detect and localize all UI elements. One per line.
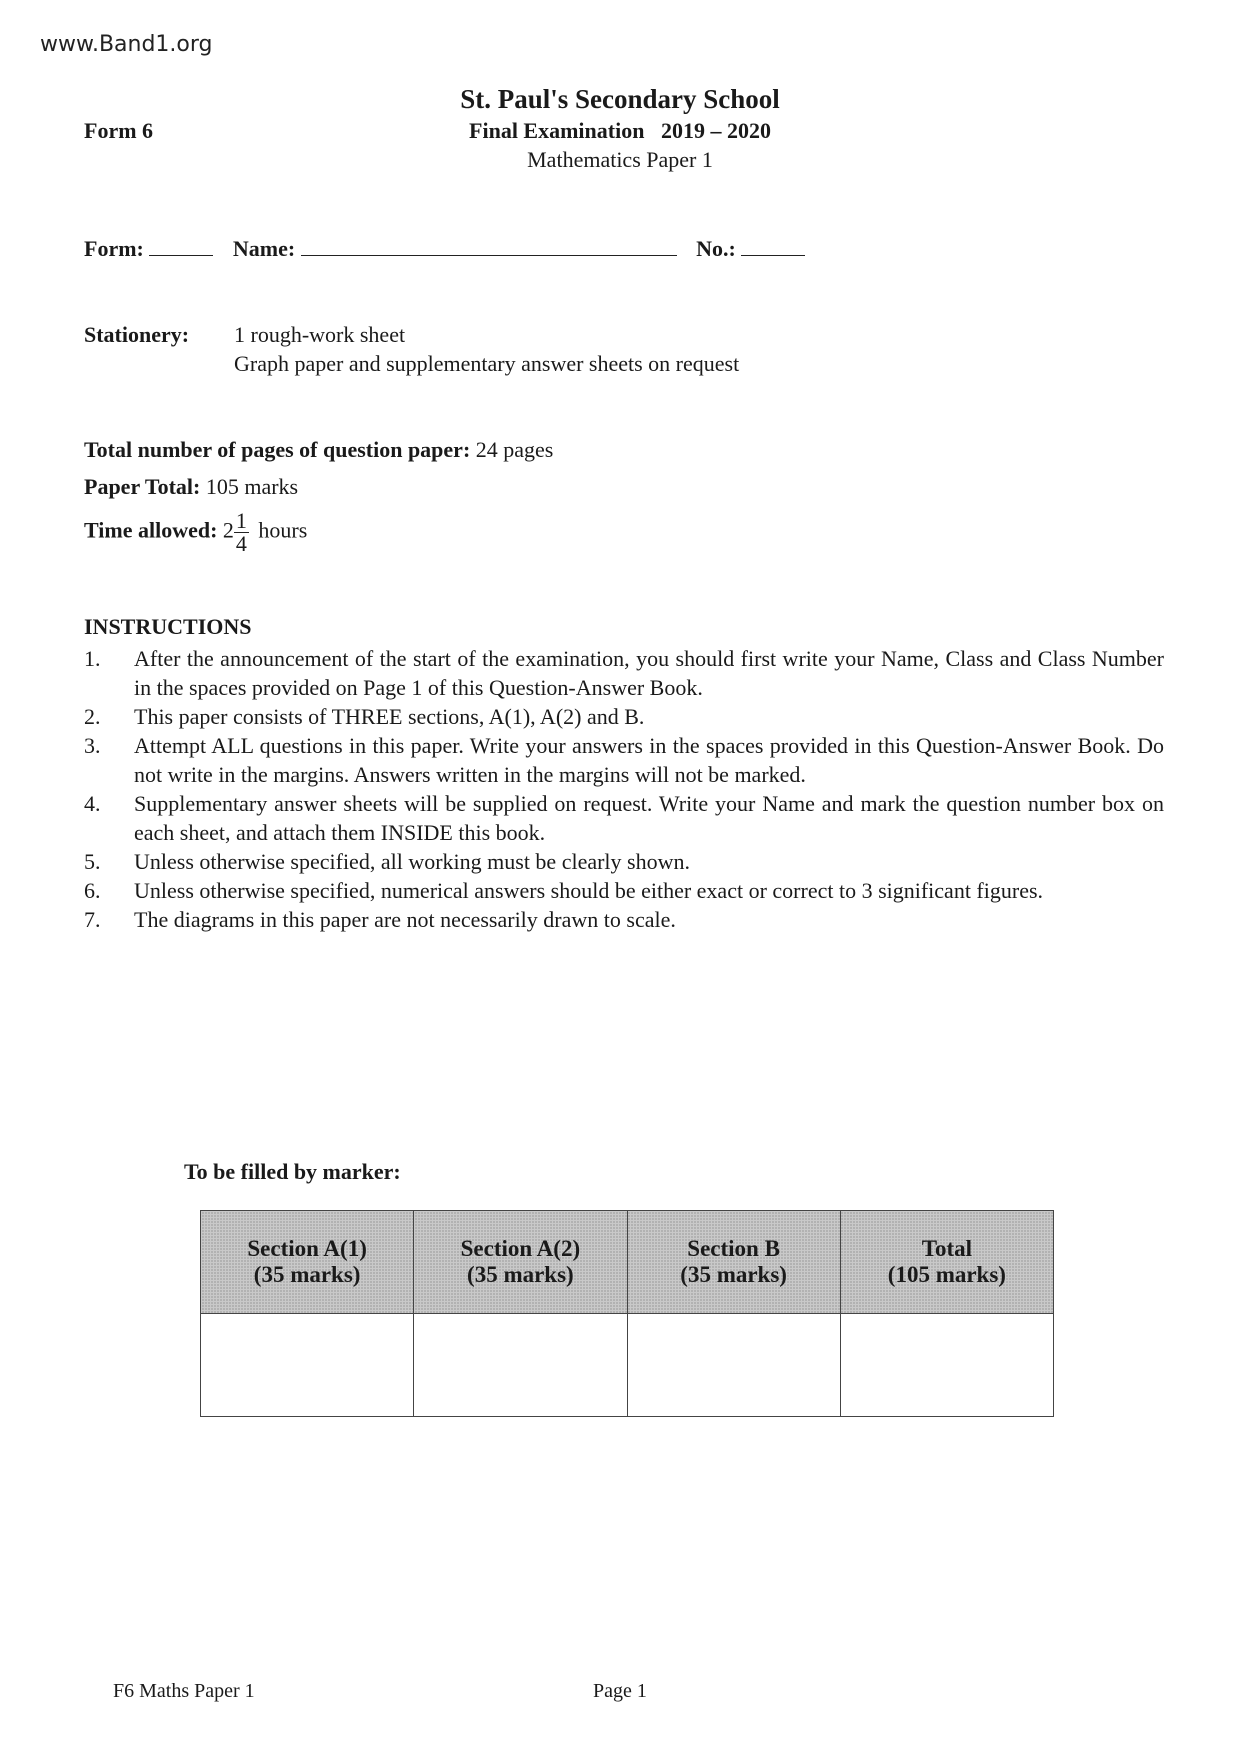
column-marks: (35 marks) — [253, 1262, 361, 1287]
fraction-numerator: 1 — [235, 508, 247, 533]
marker-column-header — [627, 1211, 840, 1314]
instruction-item — [84, 905, 1164, 934]
watermark: www.Band1.org — [40, 32, 213, 57]
page-number: Page 1 — [593, 1680, 647, 1702]
marker-column-header — [840, 1211, 1053, 1314]
marker-score-cell[interactable] — [414, 1314, 627, 1417]
column-marks: (35 marks) — [467, 1262, 574, 1287]
instruction-item — [84, 644, 1164, 702]
time-unit: hours — [258, 517, 308, 543]
marker-column-header — [414, 1211, 627, 1314]
student-fields — [84, 235, 805, 262]
stationery-label: Stationery: — [84, 322, 190, 347]
column-marks: (105 marks) — [887, 1262, 1006, 1287]
instruction-item — [84, 731, 1164, 789]
no-field[interactable] — [741, 235, 805, 256]
instruction-number: 5. — [84, 849, 101, 874]
instruction-number: 2. — [84, 704, 101, 729]
stationery-item: Graph paper and supplementary answer sheets on request — [234, 351, 740, 376]
instruction-text: Attempt ALL questions in this paper. Write your answers in the spaces provided in this Question-Answer Book. Do not write in the margins. Answers written in the margins will not be marked. — [134, 733, 1164, 787]
marker-column-header — [201, 1211, 414, 1314]
total-label: Paper Total: — [84, 474, 201, 499]
instruction-item — [84, 789, 1164, 847]
stationery-item: 1 rough-work sheet — [234, 322, 406, 347]
instruction-number: 4. — [84, 791, 101, 816]
column-title: Section A(2) — [460, 1236, 581, 1261]
no-label: No.: — [696, 236, 736, 261]
instruction-text: After the announcement of the start of the examination, you should first write your Name, Class and Class Number in the spaces provided on Page 1 of this Question-Answer Book. — [134, 646, 1164, 700]
instruction-text: Supplementary answer sheets will be supplied on request. Write your Name and mark the question number box on each sheet, and attach them INSIDE this book. — [134, 791, 1164, 845]
column-title: Section B — [687, 1236, 780, 1261]
instruction-number: 1. — [84, 646, 101, 671]
instruction-text: Unless otherwise specified, all working must be clearly shown. — [134, 849, 690, 874]
time-info — [84, 510, 307, 555]
instruction-text: The diagrams in this paper are not necessarily drawn to scale. — [134, 907, 676, 932]
pages-label: Total number of pages of question paper: — [84, 437, 471, 462]
time-label: Time allowed: — [84, 517, 218, 543]
total-value: 105 marks — [205, 474, 299, 499]
column-marks: (35 marks) — [680, 1262, 787, 1287]
instruction-item — [84, 847, 1164, 876]
marker-score-cell[interactable] — [627, 1314, 840, 1417]
column-title: Section A(1) — [247, 1236, 367, 1261]
total-info — [84, 474, 298, 500]
time-fraction — [234, 510, 249, 555]
pages-value: 24 pages — [475, 437, 554, 462]
form-label: Form: — [84, 236, 144, 261]
instruction-number: 6. — [84, 878, 101, 903]
exam-name: Final Examination — [469, 118, 645, 143]
name-label: Name: — [232, 236, 296, 261]
instruction-text: This paper consists of THREE sections, A(1), A(2) and B. — [134, 704, 645, 729]
column-title: Total — [921, 1236, 973, 1261]
marker-score-cell[interactable] — [840, 1314, 1053, 1417]
instruction-text: Unless otherwise specified, numerical answers should be either exact or correct to 3 significant figures. — [134, 878, 1044, 903]
instruction-item — [84, 876, 1164, 905]
name-field[interactable] — [301, 235, 677, 256]
form-level: Form 6 — [84, 118, 154, 143]
instructions-title: INSTRUCTIONS — [84, 614, 252, 639]
school-name: St. Paul's Secondary School — [460, 84, 780, 114]
instruction-number: 7. — [84, 907, 101, 932]
fraction-denominator: 4 — [235, 531, 247, 556]
marker-table — [200, 1210, 1054, 1417]
pages-info — [84, 437, 553, 463]
time-whole: 2 — [222, 517, 234, 543]
instruction-item — [84, 702, 1164, 731]
marker-score-cell[interactable] — [201, 1314, 414, 1417]
marker-label: To be filled by marker: — [184, 1159, 401, 1184]
exam-year: 2019 – 2020 — [660, 118, 771, 143]
exam-title — [400, 118, 840, 144]
footer-left: F6 Maths Paper 1 — [113, 1680, 255, 1702]
instructions — [84, 614, 1164, 934]
form-field[interactable] — [149, 235, 213, 256]
instruction-number: 3. — [84, 733, 101, 758]
paper-title: Mathematics Paper 1 — [527, 147, 713, 172]
